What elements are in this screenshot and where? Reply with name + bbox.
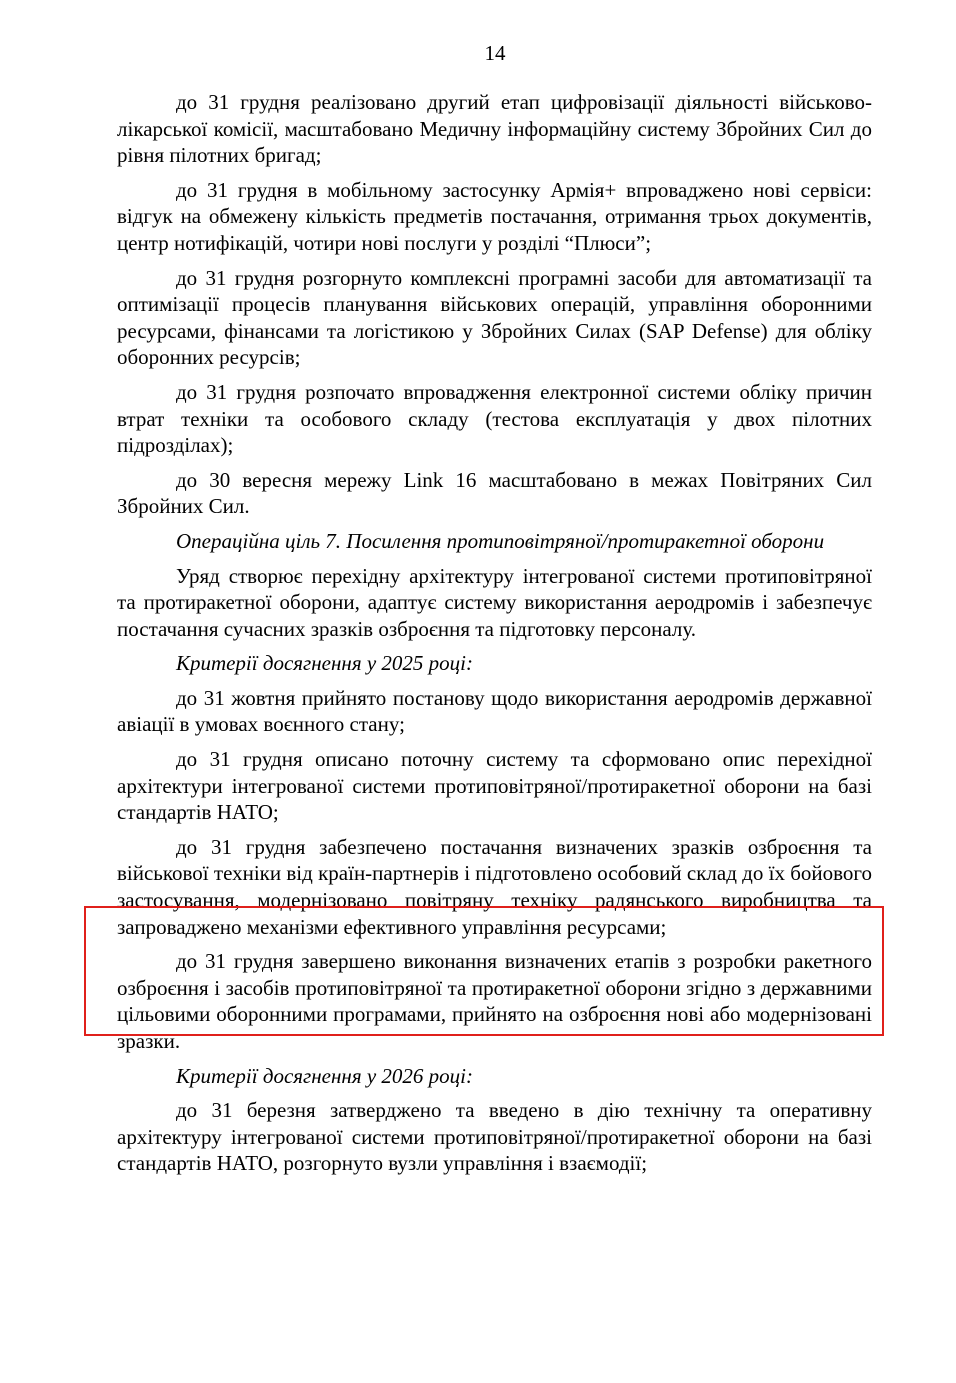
paragraph-transitional-architecture: до 31 грудня описано поточну систему та сформовано опис перехідної архітектури інтегрованої системи протиповітряної/протиракетної оборони на базі стандартів НАТО; — [117, 747, 872, 825]
paragraph-sap-defense: до 31 грудня розгорнуто комплексні програмні засоби для автоматизації та оптимізації процесів планування військових операцій, управління оборонними ресурсами, фінансами та логістикою у Збройних Силах (SAP Defense) для обліку оборонних ресурсів; — [117, 265, 872, 370]
paragraph-missile-development: до 31 грудня завершено виконання визначених етапів з розробки ракетного озброєння і засобів протиповітряної та протиракетної оборони згідно з державними цільовими оборонними програмами, прийнято на озброєння нові або модернізовані зразки. — [117, 949, 872, 1053]
highlight-box — [84, 906, 884, 1036]
paragraph-highlighted-weapons-supply: до 31 грудня забезпечено постачання визначених зразків озброєння та військової техніки від країн-партнерів і підготовлено особовий склад до їх бойового застосування, модернізовано повітряну техніку радянського виробництва та запроваджено механізми ефективного управління ресурсами; — [117, 834, 872, 939]
paragraph-airfields-resolution: до 31 жовтня прийнято постанову щодо використання аеродромів державної авіації в умовах воєнного стану; — [117, 685, 872, 737]
criteria-heading-2026: Критерії досягнення у 2026 році: — [176, 1063, 473, 1088]
paragraph-loss-accounting: до 31 грудня розпочато впровадження електронної системи обліку причин втрат техніки та особового складу (тестова експлуатація у двох пілотних підрозділах); — [117, 379, 872, 458]
paragraph-architecture-approval: до 31 березня затверджено та введено в дію технічну та оперативну архітектуру інтегрованої системи протиповітряної/протиракетної оборони на базі стандартів НАТО, розгорнуто вузли управління і взаємодії; — [117, 1098, 872, 1176]
paragraph-medical-digitization: до 31 грудня реалізовано другий етап цифровізації діяльності військово-лікарської комісії, масштабовано Медичну інформаційну систему Збройних Сил до рівня пілотних бригад; — [117, 90, 872, 168]
paragraph-government-air-defense: Уряд створює перехідну архітектуру інтегрованої системи протиповітряної та протиракетної оборони, адаптує систему використання аеродромів і забезпечує постачання сучасних зразків озброєння та підготовку персоналу. — [117, 563, 872, 641]
criteria-heading-2025: Критерії досягнення у 2025 році: — [176, 651, 473, 676]
section-heading-goal-7: Операційна ціль 7. Посилення протиповітряної/протиракетної оборони — [176, 528, 825, 553]
paragraph-army-plus-app: до 31 грудня в мобільному застосунку Армія+ впроваджено нові сервіси: відгук на обмежену кількість предметів постачання, отримання трьох документів, центр нотифікацій, чотири нові послуги у розділі “Плюси”; — [117, 177, 872, 255]
paragraph-link-16: до 30 вересня мережу Link 16 масштабовано в межах Повітряних Сил Збройних Сил. — [117, 467, 872, 519]
page-number: 14 — [484, 41, 506, 65]
